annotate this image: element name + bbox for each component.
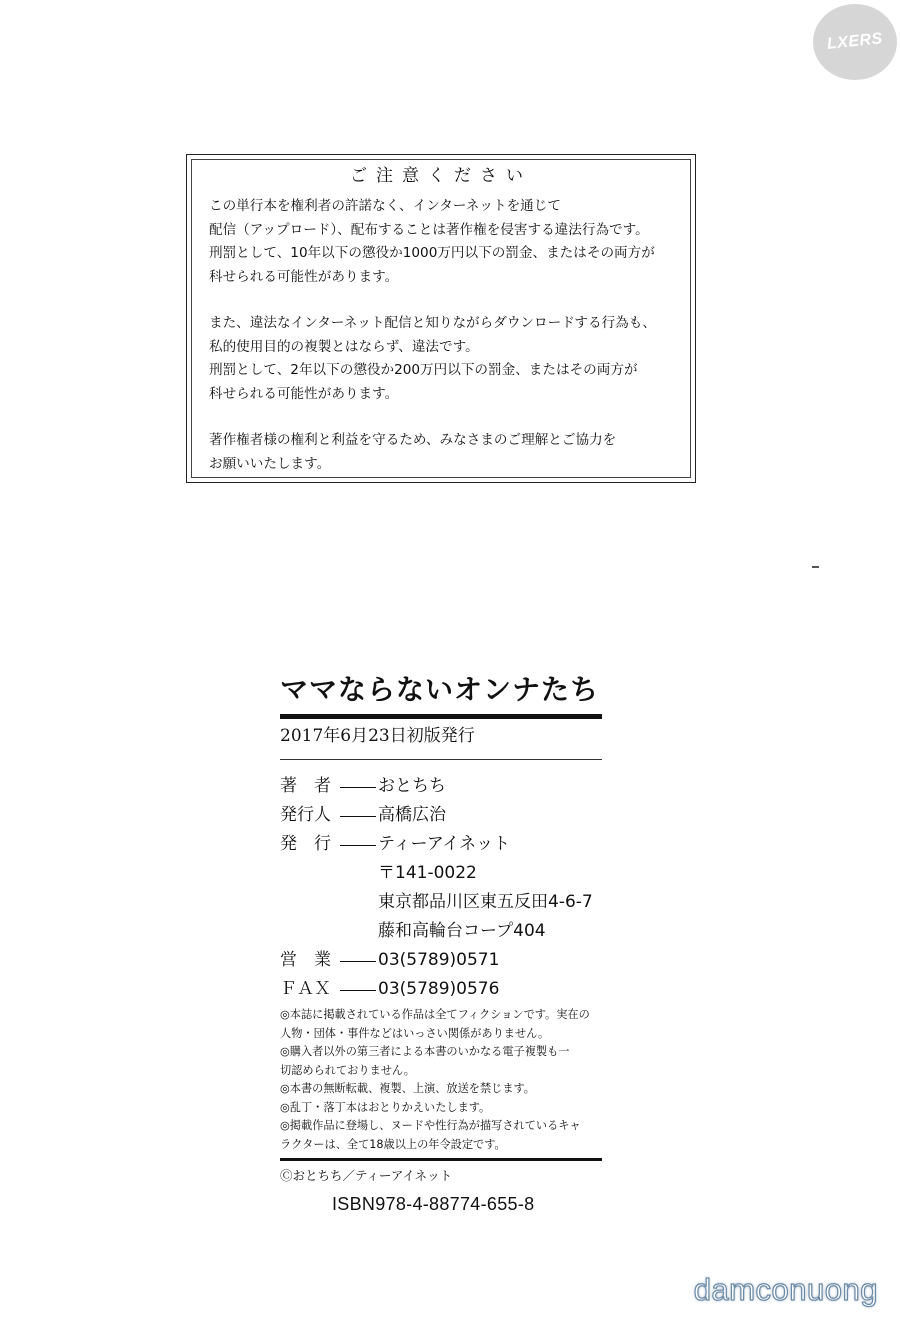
book-title: ママならないオンナたち xyxy=(280,673,600,706)
note-line: ◎本誌に掲載されている作品は全てフィクションです。実在の xyxy=(280,1008,590,1021)
edition-rule xyxy=(280,759,602,760)
copyright-line: Ⓒおとちち／ティーアイネット xyxy=(280,1168,453,1183)
notice-paragraph xyxy=(209,195,685,289)
credit-value: 高橋広治 xyxy=(378,805,446,825)
colophon xyxy=(280,670,610,1215)
contact-label: 営 業 xyxy=(280,950,331,970)
credit-row-author xyxy=(280,772,610,801)
contact-value: 03(5789)0576 xyxy=(378,979,500,999)
notice-line: 刑罰として、2年以下の懲役か200万円以下の罰金、またはその両方が xyxy=(209,362,638,378)
note-line: 人物・団体・事件などはいっさい関係がありません。 xyxy=(280,1026,550,1040)
copyright-notice-box xyxy=(186,154,696,483)
staff-credits xyxy=(280,772,610,1004)
credit-label: 発 行 xyxy=(280,834,331,854)
site-watermark: damconuong xyxy=(693,1272,878,1307)
contact-value: 03(5789)0571 xyxy=(378,950,500,970)
isbn: ISBN978-4-88774-655-8 xyxy=(332,1194,535,1214)
credit-value: ティーアイネット xyxy=(378,834,511,854)
notice-line: この単行本を権利者の許諾なく、インターネットを通じて xyxy=(209,198,561,214)
note-line: ◎本書の無断転載、複製、上演、放送を禁じます。 xyxy=(280,1082,535,1095)
note-line: ◎乱丁・落丁本はおとりかえいたします。 xyxy=(280,1100,491,1114)
address-line: 東京都品川区東五反田4-6-7 xyxy=(378,892,593,912)
edition-date: 2017年6月23日初版発行 xyxy=(280,726,475,746)
address-line: 〒141-0022 xyxy=(378,863,477,883)
notice-body xyxy=(209,195,685,499)
credit-value: おとちち xyxy=(378,776,446,796)
credit-row-publisher xyxy=(280,830,610,859)
dash-leader xyxy=(340,801,378,830)
notice-line: また、違法なインターネット配信と知りながらダウンロードする行為も、 xyxy=(209,315,656,331)
legal-notes xyxy=(280,1006,610,1154)
notice-line: 科せられる可能性があります。 xyxy=(209,385,399,402)
dash-leader xyxy=(340,830,378,859)
site-logo-badge xyxy=(813,4,897,80)
logo-text: LXERS xyxy=(826,30,884,53)
credit-row-publisher-person xyxy=(280,801,610,830)
notice-line: 刑罰として、10年以下の懲役か1000万円以下の罰金、またはその両方が xyxy=(209,245,655,261)
credit-label: 発行人 xyxy=(280,805,331,825)
bottom-rule xyxy=(280,1158,602,1161)
credit-label: 著 者 xyxy=(280,776,331,796)
contact-label: ＦＡＸ xyxy=(280,979,331,999)
contact-row-sales xyxy=(280,946,610,975)
address-line: 藤和高輪台コープ404 xyxy=(378,921,546,941)
title-rule xyxy=(280,714,602,719)
notice-line: 著作権者様の権利と利益を守るため、みなさまのご理解とご協力を xyxy=(209,432,617,448)
notice-line: 私的使用目的の複製とはならず、違法です。 xyxy=(209,338,479,355)
note-line: 切認められておりません。 xyxy=(280,1063,415,1077)
note-line: ◎掲載作品に登場し、ヌードや性行為が描写されているキャ xyxy=(280,1119,581,1132)
contact-row-fax xyxy=(280,975,610,1004)
note-line: ◎購入者以外の第三者による本書のいかなる電子複製も一 xyxy=(280,1045,570,1058)
dash-leader xyxy=(340,772,378,801)
notice-line: 科せられる可能性があります。 xyxy=(209,268,399,285)
notice-line: お願いいたします。 xyxy=(209,455,331,472)
stray-print-mark xyxy=(812,566,819,568)
notice-line: 配信（アップロード）、配布することは著作権を侵害する違法行為です。 xyxy=(209,221,649,238)
dash-leader xyxy=(340,975,378,1004)
notice-paragraph xyxy=(209,429,685,476)
note-line: ラクターは、全て18歳以上の年令設定です。 xyxy=(280,1137,506,1151)
dash-leader xyxy=(340,946,378,975)
notice-title: ご注意ください xyxy=(187,161,695,186)
notice-paragraph xyxy=(209,312,685,406)
